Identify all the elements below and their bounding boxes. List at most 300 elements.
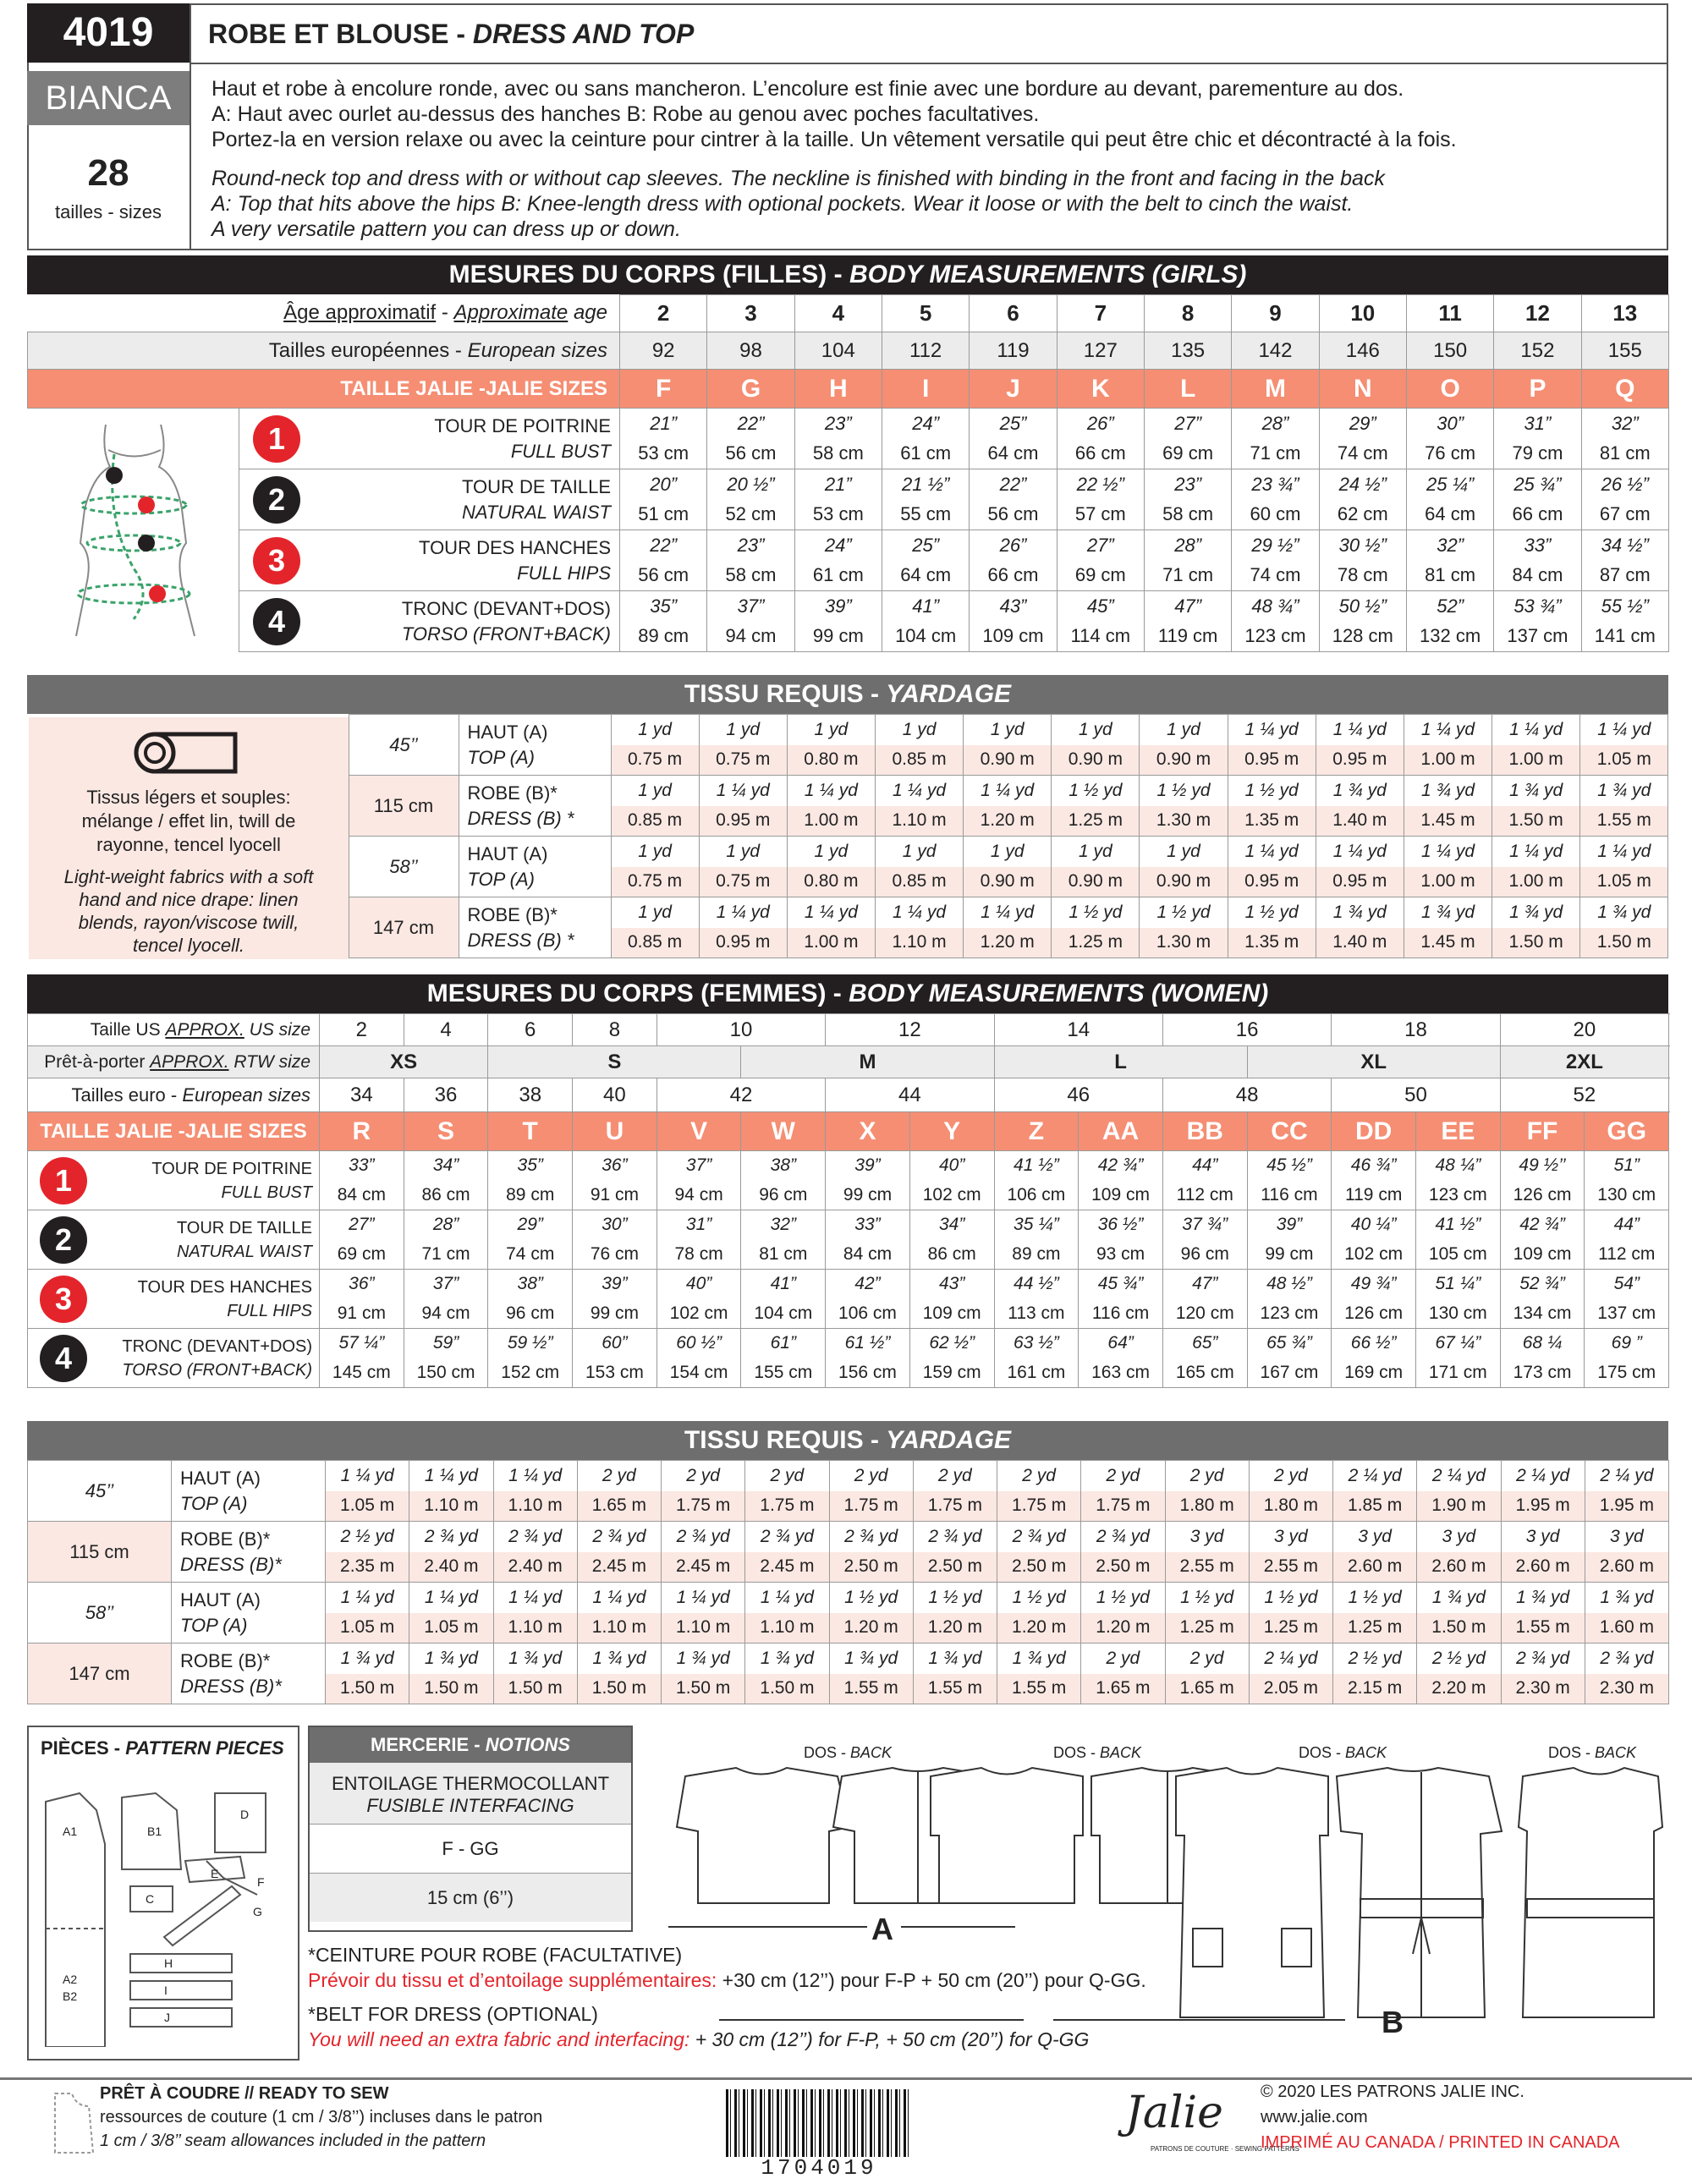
cm-cell: 64 cm bbox=[1406, 500, 1493, 530]
meter-cell: 1.55 m bbox=[997, 1674, 1081, 1704]
meter-cell: 1.10 m bbox=[493, 1613, 577, 1643]
inch-cell: 35” bbox=[488, 1151, 573, 1181]
belt-en-title: *BELT FOR DRESS (OPTIONAL) bbox=[308, 2003, 598, 2025]
meter-cell: 1.75 m bbox=[662, 1491, 745, 1522]
meter-cell: 1.20 m bbox=[964, 806, 1052, 837]
yard-cell: 2 yd bbox=[1081, 1643, 1165, 1674]
title-fr: TISSU REQUIS - bbox=[684, 680, 887, 708]
title-fr: TISSU REQUIS - bbox=[684, 1426, 887, 1454]
yard-cell: 1 yd bbox=[1140, 837, 1228, 867]
cm-cell: 69 cm bbox=[1144, 439, 1231, 469]
inch-cell: 48 ½” bbox=[1247, 1270, 1332, 1299]
yard-cell: 2 ¼ yd bbox=[1417, 1461, 1501, 1491]
back-label-a: DOS - BACK bbox=[804, 1744, 893, 1761]
inch-cell: 30 ½” bbox=[1319, 530, 1406, 561]
desc-en-line: Round-neck top and dress with or without cap sleeves. The neckline is finished with binding in the front and facing in the back bbox=[212, 167, 1385, 190]
inch-cell: 24” bbox=[882, 409, 969, 439]
meter-cell: 1.40 m bbox=[1316, 928, 1404, 958]
age-cell: 10 bbox=[1319, 295, 1406, 332]
inch-cell: 37” bbox=[656, 1151, 741, 1181]
meter-cell: 1.00 m bbox=[1492, 745, 1580, 776]
yard-cell: 2 ¾ yd bbox=[577, 1522, 661, 1552]
jalie-logo: Jalie bbox=[1125, 2088, 1223, 2138]
view-a-label: A bbox=[871, 1912, 893, 1946]
women-measurements-title bbox=[27, 974, 1668, 1013]
table-row bbox=[28, 530, 1669, 561]
cm-cell: 66 cm bbox=[970, 561, 1057, 591]
cm-cell: 58 cm bbox=[794, 439, 882, 469]
rtw-size-cell: XS bbox=[320, 1046, 488, 1078]
yard-cell: 2 ¼ yd bbox=[1501, 1461, 1585, 1491]
meter-cell: 0.85 m bbox=[875, 867, 963, 897]
inch-cell: 60 ½” bbox=[656, 1329, 741, 1358]
yard-cell: 1 ¾ yd bbox=[1316, 776, 1404, 806]
website[interactable]: www.jalie.com bbox=[1261, 2108, 1368, 2126]
yard-cell: 3 yd bbox=[1333, 1522, 1417, 1552]
meter-cell: 1.50 m bbox=[745, 1674, 829, 1704]
yard-cell: 1 yd bbox=[787, 837, 875, 867]
euro-size-cell: 36 bbox=[404, 1078, 488, 1112]
cm-cell: 81 cm bbox=[1406, 561, 1493, 591]
fabric-fr: Tissus légers et souples: mélange / effet lin, twill de rayonne, tencel lyocell bbox=[81, 787, 296, 855]
title-en: BODY MEASUREMENTS (WOMEN) bbox=[849, 980, 1269, 1007]
meter-cell: 1.00 m bbox=[787, 928, 875, 958]
jalie-size-cell: M bbox=[1232, 370, 1319, 409]
cm-cell: 74 cm bbox=[488, 1240, 573, 1270]
jalie-size-cell: S bbox=[404, 1112, 488, 1151]
inch-cell: 23 ¾” bbox=[1232, 469, 1319, 500]
cm-cell: 74 cm bbox=[1232, 561, 1319, 591]
yardage-label: HAUT (A) TOP (A) bbox=[459, 715, 611, 776]
yard-cell: 2 ¼ yd bbox=[1333, 1461, 1417, 1491]
meter-cell: 1.80 m bbox=[1165, 1491, 1249, 1522]
top-a-front bbox=[677, 1768, 850, 1903]
age-cell: 9 bbox=[1232, 295, 1319, 332]
yard-cell: 2 ¾ yd bbox=[997, 1522, 1081, 1552]
cm-cell: 104 cm bbox=[741, 1299, 826, 1329]
cm-cell: 130 cm bbox=[1585, 1181, 1669, 1210]
meter-cell: 1.00 m bbox=[1404, 867, 1491, 897]
meter-cell: 1.75 m bbox=[1081, 1491, 1165, 1522]
yard-cell: 1 ¼ yd bbox=[1492, 837, 1580, 867]
inch-cell: 31” bbox=[656, 1210, 741, 1240]
cm-cell: 102 cm bbox=[1332, 1240, 1416, 1270]
inch-cell: 32” bbox=[1581, 409, 1668, 439]
inch-cell: 37” bbox=[404, 1270, 488, 1299]
measure-label: 3 TOUR DES HANCHES FULL HIPS bbox=[28, 1270, 320, 1329]
yard-cell: 1 ¾ yd bbox=[1316, 897, 1404, 928]
measure-label: 1 TOUR DE POITRINE FULL BUST bbox=[28, 1151, 320, 1210]
meter-cell: 1.10 m bbox=[875, 806, 963, 837]
yard-cell: 1 yd bbox=[611, 715, 699, 745]
meter-cell: 0.75 m bbox=[699, 745, 787, 776]
description-en bbox=[212, 166, 1385, 242]
notions-title: MERCERIE - NOTIONS bbox=[310, 1727, 631, 1763]
jalie-size-cell: Z bbox=[994, 1112, 1079, 1151]
dress-b-back bbox=[1337, 1768, 1502, 2017]
yard-cell: 1 ¾ yd bbox=[829, 1643, 913, 1674]
meter-cell: 0.90 m bbox=[1052, 867, 1140, 897]
inch-cell: 35 ¼” bbox=[994, 1210, 1079, 1240]
inch-cell: 22” bbox=[970, 469, 1057, 500]
inch-cell: 49 ¾” bbox=[1332, 1270, 1416, 1299]
jalie-size-cell: DD bbox=[1332, 1112, 1416, 1151]
meter-cell: 0.95 m bbox=[1316, 867, 1404, 897]
svg-text:A1: A1 bbox=[63, 1825, 78, 1838]
inch-cell: 64” bbox=[1079, 1329, 1163, 1358]
yardage-label: HAUT (A) TOP (A) bbox=[172, 1461, 326, 1522]
cm-cell: 61 cm bbox=[794, 561, 882, 591]
age-cell: 5 bbox=[882, 295, 969, 332]
cm-cell: 86 cm bbox=[404, 1181, 488, 1210]
table-row bbox=[28, 1522, 1669, 1552]
euro-size-cell: 40 bbox=[573, 1078, 657, 1112]
rtw-size-cell: M bbox=[741, 1046, 994, 1078]
inch-cell: 25 ¾” bbox=[1494, 469, 1581, 500]
yard-cell: 3 yd bbox=[1249, 1522, 1332, 1552]
yard-cell: 1 ½ yd bbox=[1333, 1583, 1417, 1613]
cm-cell: 154 cm bbox=[656, 1358, 741, 1388]
table-row bbox=[28, 1643, 1669, 1674]
notions-item-en: FUSIBLE INTERFACING bbox=[366, 1795, 574, 1816]
inch-cell: 59 ½” bbox=[488, 1329, 573, 1358]
table-row bbox=[28, 1112, 1669, 1151]
meter-cell: 1.20 m bbox=[1081, 1613, 1165, 1643]
cm-cell: 123 cm bbox=[1416, 1181, 1501, 1210]
yard-cell: 1 ¾ yd bbox=[1580, 897, 1668, 928]
yard-cell: 1 ¼ yd bbox=[577, 1583, 661, 1613]
cm-cell: 114 cm bbox=[1057, 622, 1144, 652]
meter-cell: 1.95 m bbox=[1585, 1491, 1668, 1522]
cm-cell: 56 cm bbox=[707, 439, 794, 469]
inch-cell: 61” bbox=[741, 1329, 826, 1358]
jalie-size-cell: BB bbox=[1162, 1112, 1247, 1151]
cm-cell: 134 cm bbox=[1500, 1299, 1585, 1329]
svg-text:G: G bbox=[253, 1905, 262, 1918]
title-en: YARDAGE bbox=[886, 680, 1012, 708]
inch-cell: 26” bbox=[1057, 409, 1144, 439]
inch-cell: 41” bbox=[741, 1270, 826, 1299]
pattern-pieces-box bbox=[27, 1726, 299, 2061]
yard-cell: 1 ¼ yd bbox=[493, 1583, 577, 1613]
cm-cell: 104 cm bbox=[882, 622, 969, 652]
yard-cell: 1 ¼ yd bbox=[326, 1461, 409, 1491]
inch-cell: 49 ½’’ bbox=[1500, 1151, 1585, 1181]
cm-cell: 64 cm bbox=[970, 439, 1057, 469]
us-size-cell: 10 bbox=[656, 1014, 825, 1046]
width-label: 58’’ bbox=[349, 837, 459, 897]
cm-cell: 113 cm bbox=[994, 1299, 1079, 1329]
cm-cell: 137 cm bbox=[1494, 622, 1581, 652]
inch-cell: 45” bbox=[1057, 591, 1144, 622]
meter-cell: 1.05 m bbox=[326, 1491, 409, 1522]
jalie-logo-sub: PATRONS DE COUTURE · SEWING PATTERNS bbox=[1151, 2145, 1299, 2153]
yard-cell: 3 yd bbox=[1165, 1522, 1249, 1552]
yard-cell: 1 ¾ yd bbox=[913, 1643, 997, 1674]
yard-cell: 1 ½ yd bbox=[1052, 776, 1140, 806]
inch-cell: 28” bbox=[1232, 409, 1319, 439]
yard-cell: 1 yd bbox=[875, 837, 963, 867]
meter-cell: 0.95 m bbox=[699, 928, 787, 958]
jalie-size-cell: R bbox=[320, 1112, 404, 1151]
cm-cell: 64 cm bbox=[882, 561, 969, 591]
measure-label: 3 TOUR DES HANCHES FULL HIPS bbox=[239, 530, 620, 591]
title-en: BODY MEASUREMENTS (GIRLS) bbox=[849, 261, 1247, 288]
inch-cell: 25” bbox=[970, 409, 1057, 439]
meter-cell: 1.45 m bbox=[1404, 806, 1491, 837]
yard-cell: 1 ½ yd bbox=[1249, 1583, 1332, 1613]
cm-cell: 91 cm bbox=[320, 1299, 404, 1329]
inch-cell: 51 ¼” bbox=[1416, 1270, 1501, 1299]
cm-cell: 56 cm bbox=[970, 500, 1057, 530]
cm-cell: 71 cm bbox=[404, 1240, 488, 1270]
inch-cell: 35” bbox=[620, 591, 707, 622]
cm-cell: 61 cm bbox=[882, 439, 969, 469]
seam-allowance-en: 1 cm / 3/8’’ seam allowances included in the pattern bbox=[100, 2132, 486, 2150]
euro-size-cell: 44 bbox=[826, 1078, 994, 1112]
table-row bbox=[28, 1329, 1669, 1358]
meter-cell: 0.90 m bbox=[1140, 745, 1228, 776]
meter-cell: 1.80 m bbox=[1249, 1491, 1332, 1522]
svg-text:A2: A2 bbox=[63, 1973, 78, 1986]
yard-cell: 1 ½ yd bbox=[1228, 897, 1316, 928]
yard-cell: 1 ½ yd bbox=[913, 1583, 997, 1613]
width-label: 45’’ bbox=[349, 715, 459, 776]
cm-cell: 109 cm bbox=[1500, 1240, 1585, 1270]
meter-cell: 2.50 m bbox=[1081, 1552, 1165, 1583]
jalie-size-cell: H bbox=[794, 370, 882, 409]
yard-cell: 1 yd bbox=[787, 715, 875, 745]
inch-cell: 69 ” bbox=[1585, 1329, 1669, 1358]
euro-size-cell: 38 bbox=[488, 1078, 573, 1112]
cm-cell: 76 cm bbox=[573, 1240, 657, 1270]
inch-cell: 61 ½” bbox=[826, 1329, 910, 1358]
table-row bbox=[28, 1078, 1669, 1112]
table-row bbox=[28, 295, 1669, 332]
width-label-cm: 115 cm bbox=[28, 1522, 172, 1583]
yard-cell: 2 ¾ yd bbox=[745, 1522, 829, 1552]
inch-cell: 40 ¼” bbox=[1332, 1210, 1416, 1240]
yard-cell: 1 ¼ yd bbox=[964, 897, 1052, 928]
jalie-size-cell: U bbox=[573, 1112, 657, 1151]
us-size-cell: 4 bbox=[404, 1014, 488, 1046]
table-row bbox=[28, 370, 1669, 409]
yard-cell: 1 yd bbox=[1052, 837, 1140, 867]
jalie-size-cell: W bbox=[741, 1112, 826, 1151]
table-row bbox=[28, 469, 1669, 500]
inch-cell: 33” bbox=[320, 1151, 404, 1181]
inch-cell: 47” bbox=[1162, 1270, 1247, 1299]
inch-cell: 65” bbox=[1162, 1329, 1247, 1358]
yard-cell: 2 yd bbox=[997, 1461, 1081, 1491]
meter-cell: 1.55 m bbox=[1501, 1613, 1585, 1643]
cm-cell: 56 cm bbox=[620, 561, 707, 591]
meter-cell: 2.55 m bbox=[1165, 1552, 1249, 1583]
sizes-count: 28 bbox=[87, 152, 129, 194]
cm-cell: 119 cm bbox=[1332, 1181, 1416, 1210]
table-row bbox=[28, 1583, 1669, 1613]
euro-size-cell: 142 bbox=[1232, 332, 1319, 370]
cm-cell: 89 cm bbox=[488, 1181, 573, 1210]
yard-cell: 1 ¼ yd bbox=[409, 1461, 493, 1491]
inch-cell: 52” bbox=[1406, 591, 1493, 622]
meter-cell: 2.15 m bbox=[1333, 1674, 1417, 1704]
yard-cell: 1 ¾ yd bbox=[409, 1643, 493, 1674]
meter-cell: 1.10 m bbox=[662, 1613, 745, 1643]
cm-cell: 141 cm bbox=[1581, 622, 1668, 652]
girls-measurements-table bbox=[27, 294, 1669, 652]
view-b-label: B bbox=[1382, 2005, 1404, 2039]
yard-cell: 1 ¾ yd bbox=[997, 1643, 1081, 1674]
women-yardage-table bbox=[27, 1460, 1669, 1704]
inch-cell: 21” bbox=[794, 469, 882, 500]
pattern-pieces-diagram bbox=[29, 1759, 298, 2047]
meter-cell: 1.50 m bbox=[493, 1674, 577, 1704]
printed-in: IMPRIMÉ AU CANADA / PRINTED IN CANADA bbox=[1261, 2133, 1620, 2152]
yard-cell: 1 yd bbox=[611, 776, 699, 806]
yard-cell: 1 ¾ yd bbox=[1580, 776, 1668, 806]
svg-text:I: I bbox=[164, 1984, 168, 1997]
cm-cell: 106 cm bbox=[826, 1299, 910, 1329]
desc-fr-line: A: Haut avec ourlet au-dessus des hanches B: Robe au genou avec poches facultatives. bbox=[212, 102, 1040, 126]
yard-cell: 1 ¾ yd bbox=[662, 1643, 745, 1674]
body-silhouette-icon bbox=[34, 416, 237, 661]
jalie-size-cell: Q bbox=[1581, 370, 1668, 409]
meter-cell: 1.60 m bbox=[1585, 1613, 1668, 1643]
yard-cell: 2 yd bbox=[913, 1461, 997, 1491]
euro-size-cell: 112 bbox=[882, 332, 969, 370]
fabric-info bbox=[29, 717, 349, 959]
meter-cell: 1.10 m bbox=[745, 1613, 829, 1643]
measure-number-icon: 3 bbox=[40, 1276, 87, 1323]
yard-cell: 1 ¼ yd bbox=[964, 776, 1052, 806]
cm-cell: 71 cm bbox=[1144, 561, 1231, 591]
inch-cell: 55 ½” bbox=[1581, 591, 1668, 622]
dress-b-front bbox=[1176, 1768, 1328, 2017]
header-divider bbox=[190, 3, 191, 250]
yard-cell: 1 ¼ yd bbox=[875, 897, 963, 928]
back-label-b: DOS - BACK bbox=[1299, 1744, 1387, 1761]
cm-cell: 58 cm bbox=[707, 561, 794, 591]
desc-en-line: A very versatile pattern you can dress up or down. bbox=[212, 217, 681, 241]
jalie-size-cell: L bbox=[1144, 370, 1231, 409]
yard-cell: 1 ½ yd bbox=[1140, 897, 1228, 928]
cm-cell: 94 cm bbox=[404, 1299, 488, 1329]
yard-cell: 2 yd bbox=[662, 1461, 745, 1491]
inch-cell: 39” bbox=[826, 1151, 910, 1181]
width-label-cm: 115 cm bbox=[349, 776, 459, 837]
yardage-label: HAUT (A) TOP (A) bbox=[172, 1583, 326, 1643]
cm-cell: 74 cm bbox=[1319, 439, 1406, 469]
meter-cell: 0.95 m bbox=[1228, 745, 1316, 776]
inch-cell: 36” bbox=[573, 1151, 657, 1181]
meter-cell: 2.60 m bbox=[1417, 1552, 1501, 1583]
meter-cell: 2.50 m bbox=[997, 1552, 1081, 1583]
us-size-cell: 16 bbox=[1162, 1014, 1331, 1046]
jalie-size-cell: F bbox=[620, 370, 707, 409]
yard-cell: 1 ¼ yd bbox=[699, 897, 787, 928]
inch-cell: 33” bbox=[826, 1210, 910, 1240]
inch-cell: 29” bbox=[1319, 409, 1406, 439]
meter-cell: 1.35 m bbox=[1228, 928, 1316, 958]
cm-cell: 99 cm bbox=[1247, 1240, 1332, 1270]
measure-label: 1 TOUR DE POITRINE FULL BUST bbox=[239, 409, 620, 469]
meter-cell: 1.65 m bbox=[577, 1491, 661, 1522]
inch-cell: 43” bbox=[909, 1270, 994, 1299]
meter-cell: 1.90 m bbox=[1417, 1491, 1501, 1522]
svg-text:F: F bbox=[257, 1875, 265, 1889]
yard-cell: 1 ¼ yd bbox=[787, 776, 875, 806]
inch-cell: 22” bbox=[620, 530, 707, 561]
rtw-size-label: Prêt-à-porter APPROX. RTW size bbox=[28, 1046, 320, 1078]
svg-text:C: C bbox=[146, 1892, 155, 1906]
yard-cell: 1 ¼ yd bbox=[1492, 715, 1580, 745]
euro-size-cell: 155 bbox=[1581, 332, 1668, 370]
title-en: YARDAGE bbox=[886, 1426, 1012, 1454]
cm-cell: 52 cm bbox=[707, 500, 794, 530]
meter-cell: 1.10 m bbox=[875, 928, 963, 958]
inch-cell: 66 ½” bbox=[1332, 1329, 1416, 1358]
yard-cell: 2 ¼ yd bbox=[1585, 1461, 1668, 1491]
jalie-size-cell: AA bbox=[1079, 1112, 1163, 1151]
euro-size-cell: 150 bbox=[1406, 332, 1493, 370]
yard-cell: 1 ¼ yd bbox=[1580, 837, 1668, 867]
cm-cell: 161 cm bbox=[994, 1358, 1079, 1388]
meter-cell: 0.95 m bbox=[1316, 745, 1404, 776]
inch-cell: 53 ¾” bbox=[1494, 591, 1581, 622]
inch-cell: 50 ½” bbox=[1319, 591, 1406, 622]
barcode bbox=[726, 2089, 912, 2157]
age-cell: 11 bbox=[1406, 295, 1493, 332]
meter-cell: 0.75 m bbox=[611, 745, 699, 776]
meter-cell: 1.75 m bbox=[829, 1491, 913, 1522]
meter-cell: 1.45 m bbox=[1404, 928, 1491, 958]
inch-cell: 44” bbox=[1585, 1210, 1669, 1240]
inch-cell: 29” bbox=[488, 1210, 573, 1240]
inch-cell: 23” bbox=[707, 530, 794, 561]
meter-cell: 1.65 m bbox=[1081, 1674, 1165, 1704]
girls-measurements-title bbox=[27, 255, 1668, 294]
fabric-roll-icon bbox=[134, 727, 244, 778]
footer-divider bbox=[0, 2077, 1692, 2080]
inch-cell: 59” bbox=[404, 1329, 488, 1358]
fabric-en: Light-weight fabrics with a soft hand and nice drape: linen blends, rayon/viscose twill, tencel lyocell. bbox=[63, 866, 314, 956]
cm-cell: 128 cm bbox=[1319, 622, 1406, 652]
inch-cell: 36 ½” bbox=[1079, 1210, 1163, 1240]
table-row bbox=[28, 1014, 1669, 1046]
garment-views bbox=[668, 1734, 1667, 2039]
yard-cell: 1 ½ yd bbox=[1081, 1583, 1165, 1613]
women-measurements-table bbox=[27, 1013, 1669, 1388]
yard-cell: 1 yd bbox=[1140, 715, 1228, 745]
copyright: © 2020 LES PATRONS JALIE INC. bbox=[1261, 2082, 1524, 2101]
cm-cell: 109 cm bbox=[909, 1299, 994, 1329]
cm-cell: 78 cm bbox=[1319, 561, 1406, 591]
euro-size-cell: 146 bbox=[1319, 332, 1406, 370]
meter-cell: 1.35 m bbox=[1228, 806, 1316, 837]
yard-cell: 1 ½ yd bbox=[997, 1583, 1081, 1613]
meter-cell: 2.45 m bbox=[662, 1552, 745, 1583]
inch-cell: 44” bbox=[1162, 1151, 1247, 1181]
cm-cell: 109 cm bbox=[970, 622, 1057, 652]
inch-cell: 31” bbox=[1494, 409, 1581, 439]
meter-cell: 2.50 m bbox=[829, 1552, 913, 1583]
measure-label: 4 TRONC (DEVANT+DOS) TORSO (FRONT+BACK) bbox=[28, 1329, 320, 1388]
meter-cell: 2.30 m bbox=[1501, 1674, 1585, 1704]
inch-cell: 34” bbox=[404, 1151, 488, 1181]
jalie-size-cell: FF bbox=[1500, 1112, 1585, 1151]
pattern-pieces-title: PIÈCES - PATTERN PIECES bbox=[41, 1737, 284, 1759]
